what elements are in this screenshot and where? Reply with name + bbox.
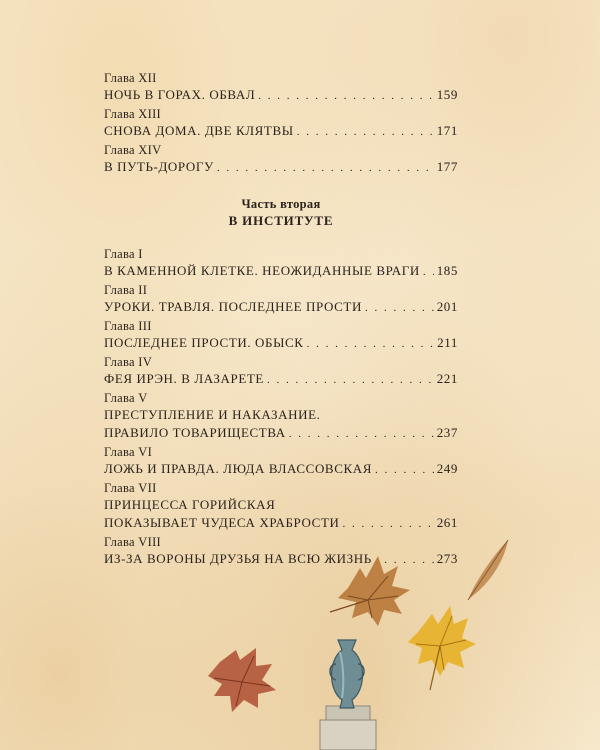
chapter-title: В КАМЕННОЙ КЛЕТКЕ. НЕОЖИДАННЫЕ ВРАГИ: [104, 263, 420, 278]
chapter-title: ПРИНЦЕССА ГОРИЙСКАЯ: [104, 497, 276, 512]
part-title: В ИНСТИТУТЕ: [228, 213, 334, 228]
red-maple-leaf: [208, 648, 276, 712]
page-number: 237: [436, 425, 458, 440]
brown-maple-leaf: [330, 556, 410, 626]
chapter-title: СНОВА ДОМА. ДВЕ КЛЯТВЫ: [104, 123, 294, 138]
page-number: 249: [436, 461, 458, 476]
page-number: 201: [436, 299, 458, 314]
page-number: 273: [436, 551, 458, 566]
blue-vase: [330, 640, 364, 708]
yellow-maple-leaf: [408, 606, 476, 690]
chapter-title: ПРАВИЛО ТОВАРИЩЕСТВА: [104, 425, 286, 440]
page-number: 177: [436, 159, 458, 174]
chapter-label: Глава IV: [104, 355, 153, 369]
chapter-label: Глава VIII: [104, 535, 161, 549]
page-number: 171: [436, 123, 458, 138]
chapter-label: Глава II: [104, 283, 148, 297]
chapter-title: УРОКИ. ТРАВЛЯ. ПОСЛЕДНЕЕ ПРОСТИ: [104, 299, 362, 314]
chapter-label: Глава XIV: [104, 143, 162, 157]
page-number: 261: [436, 515, 458, 530]
page-number: 221: [436, 371, 458, 386]
chapter-label: Глава V: [104, 391, 148, 405]
chapter-title: В ПУТЬ-ДОРОГУ: [104, 159, 214, 174]
chapter-title: ФЕЯ ИРЭН. В ЛАЗАРЕТЕ: [104, 371, 264, 386]
stone-pedestal: [320, 706, 376, 750]
chapter-label: Глава III: [104, 319, 152, 333]
brown-feather-leaf: [468, 540, 508, 600]
chapter-label: Глава XIII: [104, 107, 161, 121]
page-number: 185: [436, 263, 458, 278]
page-number: 211: [437, 335, 458, 350]
chapter-title: ПОКАЗЫВАЕТ ЧУДЕСА ХРАБРОСТИ: [104, 515, 340, 530]
part-label: Часть вторая: [241, 197, 321, 211]
chapter-title: НОЧЬ В ГОРАХ. ОБВАЛ: [104, 87, 256, 102]
chapter-title: ЛОЖЬ И ПРАВДА. ЛЮДА ВЛАССОВСКАЯ: [104, 461, 372, 476]
chapter-label: Глава XII: [104, 71, 157, 85]
chapter-title: ПОСЛЕДНЕЕ ПРОСТИ. ОБЫСК: [104, 335, 304, 350]
chapter-title: ИЗ-ЗА ВОРОНЫ ДРУЗЬЯ НА ВСЮ ЖИЗНЬ: [104, 551, 372, 566]
chapter-title: ПРЕСТУПЛЕНИЕ И НАКАЗАНИЕ.: [104, 407, 321, 422]
chapter-label: Глава VI: [104, 445, 153, 459]
chapter-label: Глава I: [104, 247, 143, 261]
chapter-label: Глава VII: [104, 481, 157, 495]
page-number: 159: [436, 87, 458, 102]
